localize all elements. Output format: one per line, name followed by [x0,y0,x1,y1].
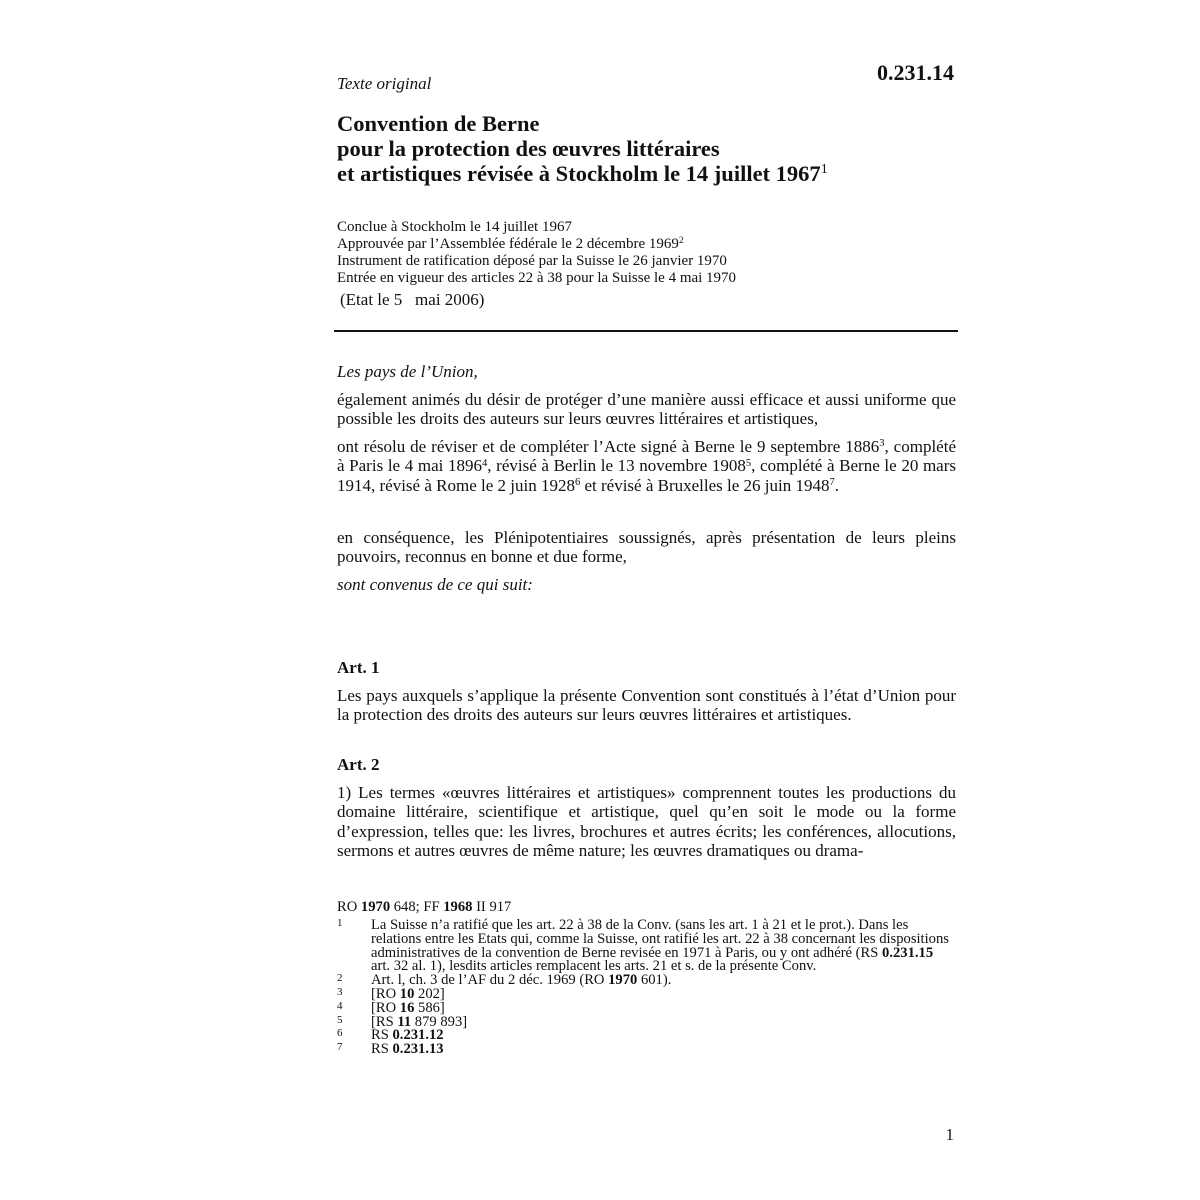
preamble-paragraph-1: également animés du désir de protéger d’une manière aussi efficace et aussi uniforme que possible les droits des auteurs sur leurs œuvres littéraires et artistiques, [337,390,956,429]
footnote-number: 6 [337,1027,343,1040]
preamble-intro: Les pays de l’Union, [337,362,478,381]
footnote-3: 3 [RO 10 202] [337,985,445,1002]
header-divider [334,330,958,332]
concluded-line: Conclue à Stockholm le 14 juillet 1967 [337,219,572,235]
sr-link[interactable]: 0.231.15 [882,944,934,961]
title-line-3: et artistiques révisée à Stockholm le 14 juillet 1967 [337,161,821,186]
footnote-ref-4[interactable]: 4 [482,457,488,469]
footnote-6: 6 RS 0.231.12 [337,1027,444,1044]
footnote-5: 5 [RS 11 879 893] [337,1013,468,1030]
footnotes [337,919,955,1057]
footnote-ref-6[interactable]: 6 [574,476,581,488]
footnote-number: 4 [337,999,343,1012]
approved-line: Approuvée par l’Assemblée fédérale le 2 décembre 1969 [337,236,679,252]
article-2-text: 1) Les termes «œuvres littéraires et artistiques» comprennent toutes les productions du domaine littéraire, scientifique et artistique, quel qu’en soit le mode ou la forme d’expression, telles que: les livres, brochures et autres écrits; les conférences, allocutions, sermons et autres œuvres de même nature; les œuvres dramatiques ou drama- [337,783,956,860]
title-footnote-ref[interactable]: 1 [820,162,828,178]
approved-footnote-ref[interactable]: 2 [678,235,684,246]
article-1-heading: Art. 1 [337,658,380,677]
footnote-4: 4 [RO 16 586] [337,999,445,1016]
article-2-heading: Art. 2 [337,755,380,774]
footnote-7: 7 RS 0.231.13 [337,1041,444,1058]
article-1-text: Les pays auxquels s’applique la présente Convention sont constitués à l’état d’Union pour la protection des droits des auteurs sur leurs œuvres littéraires et artistiques. [337,686,956,725]
footnote-ref-5[interactable]: 5 [745,457,752,469]
page-number: 1 [945,1125,954,1144]
footnote-number: 7 [337,1041,343,1054]
footnote-number: 5 [337,1013,343,1026]
original-text-label: Texte original [337,74,432,93]
entry-into-force-line: Entrée en vigueur des articles 22 à 38 pour la Suisse le 4 mai 1970 [337,270,737,286]
title-line-2: pour la protection des œuvres littéraires [337,136,720,161]
footnote-1: 1 La Suisse n’a ratifié que les art. 22 à 38 de la Conv. (sans les art. 1 à 21 et le prot.). Dans les relations entre les Etats qui, comme la Suisse, ont ratifié les art. 22 à 38 concernant les dispositions administratives de la convention de Berne revisée en 1971 à Paris, ou y ont adhéré (RS 0.231.15 art. 32 al. 1), lesdits articles remplacent les arts. 21 et s. de la présente Conv. [337,917,949,975]
footnote-number: 1 [337,917,343,929]
document-metadata [337,219,957,287]
source-reference: RO 1970 648; FF 1968 II 917 [337,899,512,915]
title-line-1: Convention de Berne [337,111,540,136]
footnote-ref-7[interactable]: 7 [829,476,835,488]
ratification-line: Instrument de ratification déposé par la Suisse le 26 janvier 1970 [337,253,727,269]
preamble-paragraph-2: ont résolu de réviser et de compléter l’Acte signé à Berne le 9 septembre 1886$^3$, complété à Paris le 4 mai 1896$^4$, révisé à Berlin le 13 novembre 1908$^5$, complété à Berne le 20 mars 1914, révisé à Rome le 2 juin 1928$^6$ et révisé à Bruxelles le 26 juin 1948$^7$. [337,437,957,495]
state-date: (Etat le 5 mai 2006) [340,290,485,309]
footnote-number: 3 [337,985,343,998]
document-page [337,0,957,1200]
sr-number: 0.231.14 [877,60,954,85]
document-title [337,111,957,186]
agreed-statement: sont convenus de ce qui suit: [337,575,533,594]
footnote-ref-3[interactable]: 3 [879,438,885,450]
footnote-number: 2 [337,972,343,985]
footnote-2: 2 Art. l, ch. 3 de l’AF du 2 déc. 1969 (RO 1970 601). [337,972,672,989]
sr-link[interactable]: 0.231.13 [392,1041,444,1058]
preamble-paragraph-3: en conséquence, les Plénipotentiaires soussignés, après présentation de leurs pleins pouvoirs, reconnus en bonne et due forme, [337,528,956,567]
sr-link[interactable]: 0.231.12 [392,1027,444,1044]
